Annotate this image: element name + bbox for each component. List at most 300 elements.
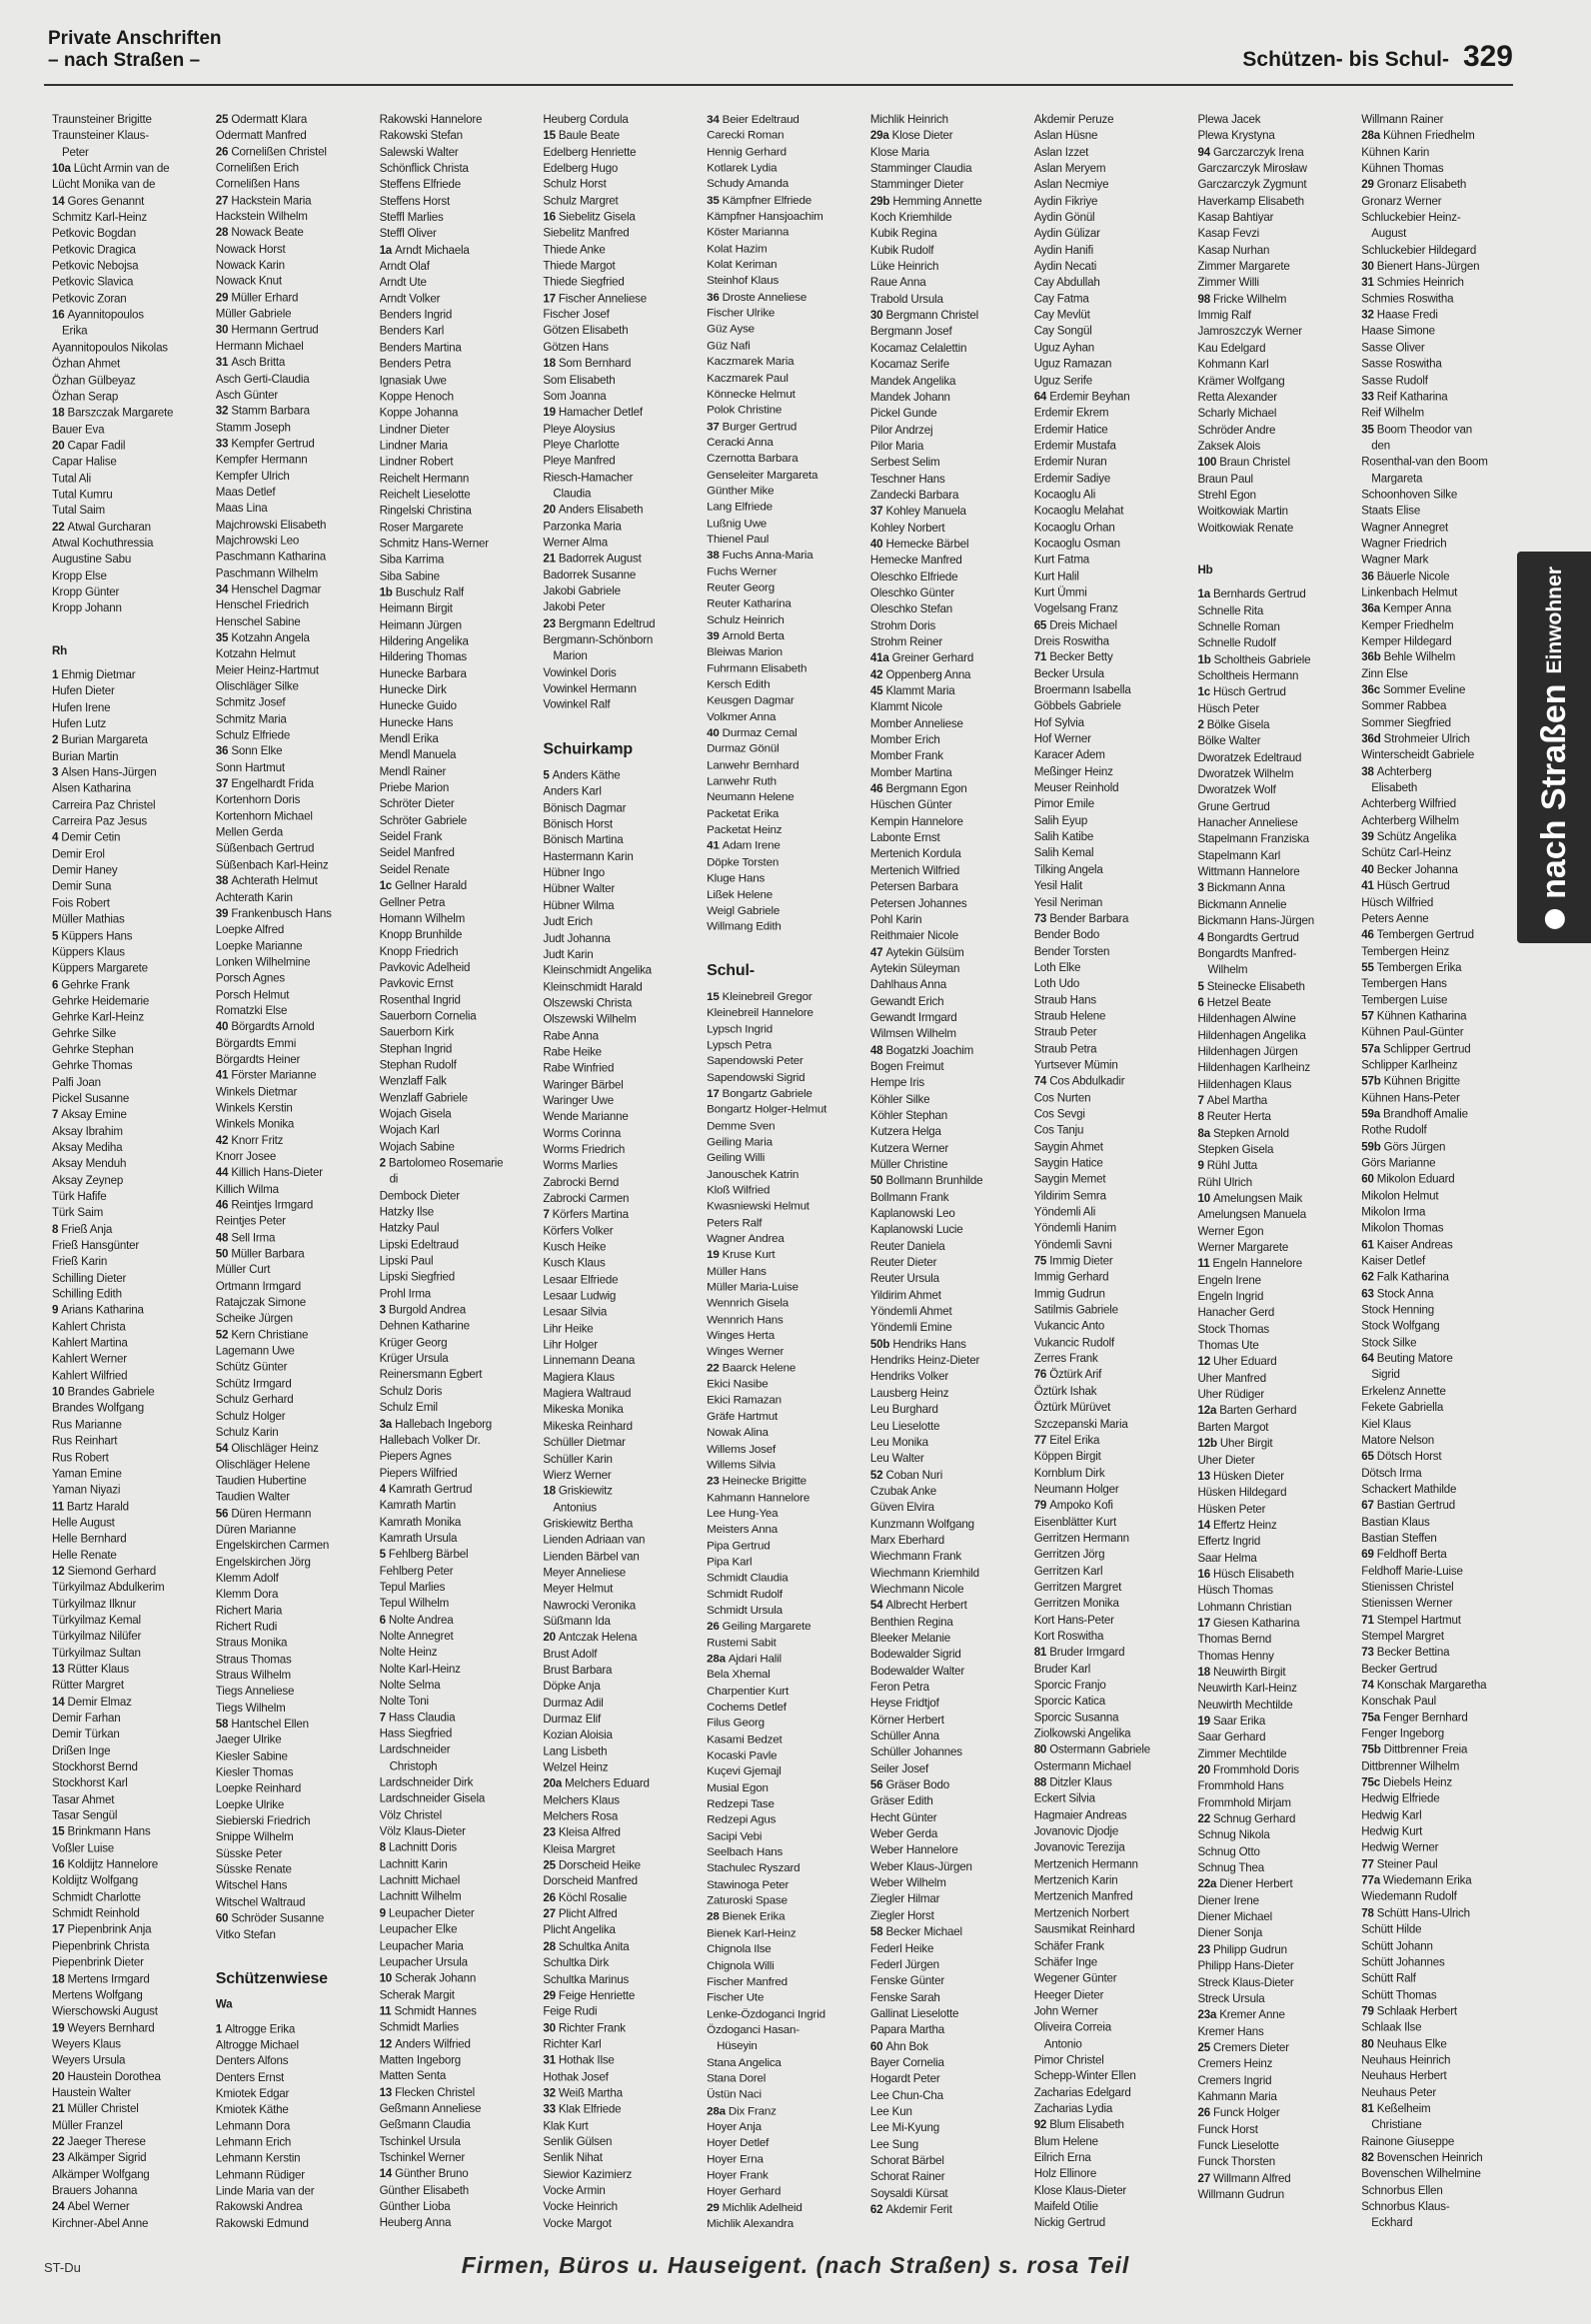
house-number: 14 — [52, 1695, 68, 1709]
resident-entry: Garczarczyk Mirosław — [1197, 162, 1307, 176]
resident-entry: Erdemir Ekrem — [1033, 406, 1109, 420]
house-number: 5 — [52, 928, 62, 942]
resident-entry: 77 Steiner Paul — [1361, 1857, 1438, 1871]
resident-entry: Stapelmann Franziska — [1197, 832, 1309, 846]
house-number: 26 — [215, 145, 232, 159]
resident-entry: Kempfer Ulrich — [215, 469, 290, 483]
resident-entry: 2 Bartolomeo Rosemarie — [379, 1156, 504, 1170]
section-tab[interactable] — [1517, 552, 1591, 943]
resident-entry: Schulz Horst — [543, 178, 607, 192]
resident-entry: Mendl Manuela — [379, 748, 457, 762]
resident-entry: Müller Gabriele — [215, 307, 292, 321]
resident-entry: Kahlert Martina — [52, 1336, 128, 1350]
resident-entry: Tembergen Hans — [1361, 977, 1447, 990]
resident-entry: Schorat Bärbel — [869, 2153, 944, 2167]
resident-entry: Brust Barbara — [543, 1664, 613, 1677]
resident-entry: Piepenbrink Dieter — [52, 1955, 144, 1969]
house-number: 1a — [379, 243, 396, 257]
resident-entry: Senlik Gülsen — [543, 2135, 613, 2149]
house-number: 30 — [1361, 259, 1377, 273]
resident-entry: Siba Sabine — [379, 569, 440, 582]
district-heading: Hb — [1197, 563, 1213, 577]
house-number: 42 — [215, 1133, 232, 1147]
resident-entry: Demir Farhan — [52, 1711, 121, 1725]
resident-entry: Cornelißen Hans — [215, 177, 300, 191]
house-number: 35 — [1361, 423, 1377, 437]
resident-entry: Labonte Ernst — [869, 831, 940, 845]
resident-entry: Genseleiter Margareta — [707, 468, 818, 482]
resident-entry: Türk Hafife — [52, 1189, 107, 1203]
resident-entry: 18 Som Bernhard — [543, 357, 632, 371]
resident-entry: 41 Hüsch Gertrud — [1361, 879, 1450, 893]
resident-entry: 22 Jaeger Therese — [52, 2135, 146, 2149]
resident-entry: 3a Hallebach Ingeborg — [379, 1417, 493, 1431]
resident-entry: Mandek Johann — [869, 390, 950, 404]
resident-entry: 5 Fehlberg Bärbel — [379, 1548, 469, 1562]
resident-entry: Lipski Paul — [379, 1254, 434, 1268]
house-number: 40 — [1361, 862, 1377, 876]
resident-entry: Soysaldi Kürsat — [869, 2186, 948, 2200]
resident-entry: 19 Kruse Kurt — [707, 1248, 776, 1262]
house-number: 19 — [1197, 1715, 1213, 1728]
resident-entry: Salih Kemal — [1033, 846, 1094, 860]
resident-entry: Kamrath Martin — [379, 1499, 457, 1513]
house-number: 1 — [215, 2022, 226, 2035]
house-number: 59a — [1361, 1107, 1384, 1121]
house-number: 4 — [1197, 930, 1207, 944]
resident-entry: Bodewalder Walter — [869, 1664, 965, 1678]
resident-entry: 3 Alsen Hans-Jürgen — [52, 765, 157, 779]
house-number: 1c — [1197, 685, 1213, 699]
resident-entry: Schlaak Ilse — [1361, 2020, 1422, 2034]
resident-entry: 69 Feldhoff Berta — [1361, 1548, 1447, 1562]
resident-entry: Petkovic Dragica — [52, 243, 136, 257]
resident-entry: Kmiotek Edgar — [215, 2086, 290, 2100]
resident-entry: Hoyer Gerhard — [707, 2184, 782, 2198]
entry-continuation: Hüseyin — [717, 2039, 758, 2053]
house-number: 65 — [1361, 1450, 1377, 1464]
resident-entry: 11 Schmidt Hannes — [379, 2004, 477, 2018]
resident-entry: 41 Förster Marianne — [215, 1069, 317, 1082]
house-number: 32 — [215, 404, 232, 418]
resident-entry: Achterberg Wilfried — [1361, 797, 1457, 811]
resident-entry: Günther Elisabeth — [379, 2183, 469, 2197]
resident-entry: Straub Hans — [1033, 993, 1096, 1007]
resident-entry: 7 Aksay Emine — [52, 1108, 127, 1122]
resident-entry: 4 Kamrath Gertrud — [379, 1482, 473, 1496]
resident-entry: Klak Kurt — [543, 2118, 589, 2132]
resident-entry: 21 Müller Christel — [52, 2102, 139, 2116]
resident-entry: Blum Helene — [1033, 2134, 1098, 2148]
resident-entry: Winges Werner — [707, 1345, 785, 1359]
resident-entry: Knopp Brunhilde — [379, 928, 463, 942]
resident-entry: Schulz Margret — [543, 194, 619, 208]
resident-entry: Tembergen Heinz — [1361, 944, 1450, 958]
resident-entry: Majchrowski Leo — [215, 534, 300, 548]
resident-entry: Lesaar Silvia — [543, 1305, 608, 1319]
resident-entry: Schnelle Rita — [1197, 603, 1264, 617]
resident-entry: Momber Martina — [869, 765, 952, 779]
resident-entry: Götzen Elisabeth — [543, 324, 629, 338]
house-number: 6 — [1197, 995, 1207, 1009]
resident-entry: Hoyer Anja — [707, 2120, 762, 2134]
resident-entry: Kocaoglu Osman — [1033, 537, 1120, 551]
resident-entry: 40 Becker Johanna — [1361, 862, 1458, 876]
resident-entry: Frieß Karin — [52, 1255, 108, 1269]
resident-entry: Schepp-Winter Ellen — [1033, 2069, 1136, 2083]
resident-entry: Scharly Michael — [1197, 407, 1277, 421]
house-number: 36a — [1361, 601, 1384, 615]
resident-entry: Engeln Irene — [1197, 1273, 1261, 1287]
resident-entry: Hunecke Barbara — [379, 666, 467, 680]
resident-entry: Kiesler Thomas — [215, 1765, 294, 1779]
resident-entry: 81 Bruder Irmgard — [1033, 1646, 1125, 1660]
resident-entry: Kühnen Thomas — [1361, 161, 1444, 175]
resident-entry: Erdemir Sadiye — [1033, 472, 1111, 486]
resident-entry: Sommer Siegfried — [1361, 715, 1451, 729]
house-number: 12a — [1197, 1404, 1220, 1418]
resident-entry: Yesil Halit — [1033, 879, 1082, 893]
resident-entry: Kortenhorn Doris — [215, 793, 301, 807]
resident-entry: Hof Sylvia — [1033, 715, 1084, 729]
resident-entry: Schönflick Christa — [379, 161, 469, 175]
resident-entry: Kolat Hazim — [707, 242, 768, 256]
resident-entry: Kocaoglu Ali — [1033, 488, 1096, 502]
resident-entry: Linde Maria van der — [215, 2184, 315, 2198]
resident-entry: Heyse Fridtjof — [869, 1697, 939, 1711]
spacer — [707, 935, 864, 951]
entry-continuation: di — [389, 1172, 399, 1186]
house-number: 46 — [215, 1198, 232, 1212]
resident-entry: 25 Odermatt Klara — [215, 112, 308, 126]
resident-entry: 80 Ostermann Gabriele — [1033, 1743, 1151, 1757]
resident-entry: Rus Marianne — [52, 1418, 122, 1432]
resident-entry: Mikolon Helmut — [1361, 1189, 1439, 1203]
resident-entry: 65 Dreis Michael — [1033, 617, 1117, 631]
resident-entry: 23 Bergmann Edeltrud — [543, 616, 656, 630]
resident-entry: Hanacher Gerd — [1197, 1306, 1275, 1320]
resident-entry: 21 Badorrek August — [543, 552, 642, 566]
resident-entry: Denters Ernst — [215, 2070, 285, 2084]
resident-entry: Feldhoff Marie-Luise — [1361, 1564, 1463, 1578]
resident-entry: Petkovic Slavica — [52, 276, 134, 290]
resident-entry: Demir Haney — [52, 863, 118, 877]
resident-entry: Schnorbus Ellen — [1361, 2183, 1443, 2197]
resident-entry: Thiede Anke — [543, 243, 606, 257]
resident-entry: Pipa Karl — [707, 1555, 753, 1569]
resident-entry: 42 Oppenberg Anna — [869, 667, 971, 681]
house-number: 29 — [215, 291, 232, 305]
resident-entry: Funck Horst — [1197, 2122, 1258, 2136]
house-number: 16 — [1197, 1567, 1213, 1581]
resident-entry: Richert Maria — [215, 1604, 283, 1618]
resident-entry: Rosenthal Ingrid — [379, 993, 461, 1007]
resident-entry: Weber Hannelore — [869, 1843, 958, 1857]
resident-entry: Durmaz Gönül — [707, 742, 780, 756]
resident-entry: Wierschowski August — [52, 2004, 158, 2018]
resident-entry: Lee Mi-Kyung — [869, 2121, 940, 2135]
house-number: 28a — [1361, 129, 1384, 143]
resident-entry: Börgardts Heiner — [215, 1052, 301, 1066]
resident-entry: Kemper Hildegard — [1361, 634, 1452, 648]
resident-entry: Petersen Barbara — [869, 880, 958, 894]
resident-entry: Kohley Norbert — [869, 521, 945, 535]
resident-entry: 4 Demir Cetin — [52, 831, 121, 845]
resident-entry: Pimor Christel — [1033, 2053, 1104, 2067]
resident-entry: Zimmer Mechtilde — [1197, 1746, 1287, 1760]
resident-entry: Fenske Günter — [869, 1974, 944, 1988]
entry-continuation: Sigrid — [1371, 1368, 1400, 1382]
resident-entry: Schmidt Reinhold — [52, 1906, 140, 1920]
resident-entry: Helle Bernhard — [52, 1532, 127, 1546]
resident-entry: Linkenbach Helmut — [1361, 585, 1458, 599]
resident-entry: Kotlarek Lydia — [707, 161, 778, 175]
resident-entry: Schütt Thomas — [1361, 1987, 1437, 2001]
resident-entry: Tasar Sengül — [52, 1808, 118, 1822]
house-number: 40 — [215, 1020, 232, 1034]
house-number: 16 — [543, 210, 559, 224]
resident-entry: Zimmer Willi — [1197, 276, 1259, 290]
resident-entry: Kamrath Ursula — [379, 1531, 458, 1545]
resident-entry: Lißek Helene — [707, 887, 774, 901]
resident-entry: Kwasniewski Helmut — [707, 1200, 809, 1213]
house-number: 60 — [869, 2039, 886, 2053]
resident-entry: Yurtsever Mümin — [1033, 1058, 1118, 1072]
resident-entry: Durmaz Elif — [543, 1712, 602, 1726]
resident-entry: Michlik Alexandra — [707, 2217, 794, 2230]
resident-entry: 25 Dorscheid Heike — [543, 1858, 641, 1872]
resident-entry: Kropp Günter — [52, 585, 120, 599]
resident-entry: Kühnen Hans-Peter — [1361, 1091, 1460, 1105]
resident-entry: 6 Hetzel Beate — [1197, 995, 1271, 1009]
resident-entry: 39 Frankenbusch Hans — [215, 906, 332, 920]
resident-entry: 27 Hackstein Maria — [215, 194, 312, 208]
resident-entry: 17 Giesen Katharina — [1197, 1616, 1300, 1630]
resident-entry: Nickig Gertrud — [1033, 2216, 1105, 2230]
resident-entry: Döpke Torsten — [707, 855, 780, 869]
house-number: 36b — [1361, 650, 1384, 664]
resident-entry: Kahmann Maria — [1197, 2089, 1277, 2103]
resident-entry: Momber Anneliese — [869, 716, 963, 730]
house-number: 73 — [1033, 911, 1050, 925]
resident-entry: Gehrke Silke — [52, 1026, 116, 1040]
resident-entry: Stock Henning — [1361, 1303, 1435, 1317]
page-header-left — [48, 28, 222, 72]
resident-entry: 65 Dötsch Horst — [1361, 1450, 1442, 1464]
resident-entry: Staats Elise — [1361, 504, 1421, 518]
resident-entry: Witschel Waltraud — [215, 1895, 306, 1909]
resident-entry: Sapendowski Sigrid — [707, 1070, 805, 1084]
house-number: 52 — [215, 1328, 232, 1342]
house-number: 27 — [215, 194, 232, 208]
resident-entry: Oleschko Günter — [869, 585, 954, 599]
house-number: 37 — [215, 777, 232, 790]
resident-entry: Pipa Gertrud — [707, 1539, 771, 1553]
resident-entry: 35 Boom Theodor van — [1361, 423, 1472, 437]
house-number: 80 — [1033, 1743, 1050, 1757]
resident-entry: Grune Gertrud — [1197, 799, 1270, 813]
resident-entry: Schulz Karin — [215, 1425, 279, 1439]
resident-entry: Waringer Uwe — [543, 1094, 614, 1108]
resident-entry: Hildenhagen Karlheinz — [1197, 1061, 1310, 1075]
resident-entry: 37 Burger Gertrud — [707, 420, 797, 433]
resident-entry: 32 Weiß Martha — [543, 2086, 623, 2100]
resident-entry: 37 Kohley Manuela — [869, 505, 966, 519]
resident-entry: Mertens Wolfgang — [52, 1988, 143, 2002]
resident-entry: 28 Bienek Erika — [707, 1910, 786, 1923]
house-number: 34 — [215, 582, 232, 596]
resident-entry: Scheike Jürgen — [215, 1312, 293, 1326]
resident-entry: Wenzlaff Falk — [379, 1074, 447, 1088]
resident-entry: Lihr Holger — [543, 1338, 598, 1352]
resident-entry: Petersen Johannes — [869, 896, 967, 910]
house-number: 33 — [543, 2102, 559, 2116]
resident-entry: Weber Wilhelm — [869, 1876, 946, 1890]
resident-entry: Kaiser Detlef — [1361, 1254, 1426, 1268]
resident-entry: Oleschko Stefan — [869, 602, 952, 616]
house-number: 34 — [707, 112, 723, 126]
resident-entry: 35 Kämpfner Elfriede — [707, 193, 812, 207]
resident-entry: Fenske Sarah — [869, 1990, 940, 2004]
resident-entry: Capar Halise — [52, 455, 117, 469]
resident-entry: Sommer Rabbea — [1361, 699, 1447, 713]
resident-entry: Serbest Selim — [869, 456, 940, 470]
resident-entry: Stamm Joseph — [215, 421, 291, 435]
resident-entry: Kort Roswitha — [1033, 1629, 1104, 1643]
resident-entry: Reinersmann Egbert — [379, 1368, 483, 1382]
resident-entry: Neuhaus Herbert — [1361, 2069, 1447, 2083]
resident-entry: Steffens Horst — [379, 194, 451, 208]
resident-entry: Yaman Niyazi — [52, 1483, 121, 1497]
resident-entry: Köster Marianna — [707, 226, 790, 239]
resident-entry: Kühnen Paul-Günter — [1361, 1025, 1464, 1039]
house-number: 23 — [52, 2151, 68, 2165]
house-number: 15 — [707, 989, 723, 1003]
resident-entry: Fehlberg Peter — [379, 1564, 454, 1578]
directory-column-4 — [543, 112, 701, 2232]
resident-entry: 19 Hamacher Detlef — [543, 406, 643, 420]
house-number: 57a — [1361, 1042, 1384, 1056]
house-number: 17 — [52, 1923, 68, 1936]
resident-entry: Siba Karrima — [379, 553, 445, 567]
resident-entry: Arndt Volker — [379, 292, 441, 306]
house-number: 26 — [543, 1890, 559, 1904]
resident-entry: Bela Xhemal — [707, 1668, 771, 1682]
resident-entry: Aksay Ibrahim — [52, 1124, 123, 1138]
resident-entry: 2 Burian Margareta — [52, 733, 148, 747]
resident-entry: Plewa Krystyna — [1197, 129, 1275, 143]
resident-entry: Welzel Heinz — [543, 1760, 609, 1774]
resident-entry: Wojach Sabine — [379, 1140, 455, 1154]
resident-entry: 57 Kühnen Katharina — [1361, 1009, 1467, 1023]
resident-entry: Gronarz Werner — [1361, 194, 1442, 208]
resident-entry: 20 Capar Fadil — [52, 439, 126, 453]
resident-entry: 1 Altrogge Erika — [215, 2022, 296, 2035]
resident-entry: 12b Uher Birgit — [1197, 1437, 1273, 1451]
resident-entry: Kasami Bedzet — [707, 1733, 783, 1746]
house-number: 22 — [52, 2135, 68, 2149]
resident-entry: Straus Wilhelm — [215, 1669, 291, 1683]
resident-entry: Seidel Manfred — [379, 846, 455, 860]
resident-entry: Lachnitt Michael — [379, 1873, 461, 1887]
house-number: 82 — [1361, 2151, 1377, 2165]
resident-entry: Brust Adolf — [543, 1647, 598, 1661]
resident-entry: Paschmann Katharina — [215, 550, 327, 564]
resident-entry: Bauer Eva — [52, 422, 105, 436]
resident-entry: Köhler Stephan — [869, 1108, 948, 1122]
resident-entry: Willems Silvia — [707, 1458, 776, 1472]
resident-entry: Judt Karin — [543, 947, 594, 961]
house-number: 15 — [543, 129, 559, 143]
resident-entry: 42 Knorr Fritz — [215, 1133, 284, 1147]
resident-entry: Woitkowiak Renate — [1197, 521, 1294, 535]
house-number: 81 — [1361, 2102, 1377, 2116]
resident-entry: Gehrke Thomas — [52, 1059, 133, 1073]
resident-entry: Kleisa Margret — [543, 1842, 616, 1856]
resident-entry: 12 Anders Wilfried — [379, 2036, 471, 2050]
resident-entry: Kaczmarek Paul — [707, 371, 789, 385]
resident-entry: 46 Reintjes Irmgard — [215, 1198, 314, 1212]
resident-entry: Hemecke Manfred — [869, 554, 962, 568]
resident-entry: Schüller Anna — [869, 1730, 939, 1743]
resident-entry: Schudy Amanda — [707, 177, 789, 191]
resident-entry: 54 Albrecht Herbert — [869, 1599, 967, 1613]
resident-entry: Straus Monika — [215, 1636, 288, 1650]
resident-entry: Wenzlaff Gabriele — [379, 1091, 468, 1105]
resident-entry: Palfi Joan — [52, 1075, 101, 1089]
resident-entry: Loepke Ulrike — [215, 1797, 285, 1811]
resident-entry: 37 Engelhardt Frida — [215, 777, 314, 790]
house-number: 1a — [1197, 587, 1213, 601]
resident-entry: Wiechmann Nicole — [869, 1582, 964, 1596]
resident-entry: Porsch Agnes — [215, 971, 285, 985]
resident-entry: Neuwirth Karl-Heinz — [1197, 1682, 1297, 1696]
resident-entry: Vocke Heinrich — [543, 2200, 618, 2214]
resident-entry: Worms Marlies — [543, 1159, 618, 1173]
resident-entry: Küppers Margarete — [52, 961, 148, 975]
house-number: 5 — [379, 1548, 389, 1562]
house-number: 2 — [52, 733, 62, 747]
resident-entry: Kutzera Werner — [869, 1141, 949, 1155]
resident-entry: Richter Karl — [543, 2037, 602, 2051]
resident-entry: Senlik Nihat — [543, 2151, 603, 2165]
resident-entry: Schultka Dirk — [543, 1956, 610, 1970]
resident-entry: Erdemir Hatice — [1033, 423, 1108, 437]
resident-entry: 94 Garczarczyk Irena — [1197, 145, 1304, 159]
house-number: 94 — [1197, 145, 1213, 159]
resident-entry: Arndt Ute — [379, 276, 427, 290]
resident-entry: Engelskirchen Jörg — [215, 1555, 311, 1569]
house-number: 16 — [52, 1857, 68, 1871]
resident-entry: Seidel Renate — [379, 862, 450, 876]
house-number: 81 — [1033, 1646, 1050, 1660]
resident-entry: Yöndemli Ali — [1033, 1205, 1096, 1219]
resident-entry: Meyer Helmut — [543, 1582, 614, 1596]
resident-entry: Polok Christine — [707, 403, 783, 417]
house-number: 17 — [543, 292, 559, 306]
resident-entry: Matten Senta — [379, 2069, 447, 2083]
resident-entry: 57b Kühnen Brigitte — [1361, 1074, 1460, 1088]
resident-entry: Schmitz Maria — [215, 712, 287, 726]
resident-entry: 36 Sonn Elke — [215, 744, 283, 758]
resident-entry: Eisenblätter Kurt — [1033, 1515, 1116, 1529]
resident-entry: Leupacher Maria — [379, 1938, 464, 1952]
house-number: 16 — [52, 308, 68, 322]
resident-entry: Türkyilmaz Sultan — [52, 1646, 141, 1660]
entry-continuation: August — [1371, 227, 1407, 241]
house-number: 20 — [543, 1631, 559, 1645]
resident-entry: 23a Kremer Anne — [1197, 2008, 1285, 2022]
